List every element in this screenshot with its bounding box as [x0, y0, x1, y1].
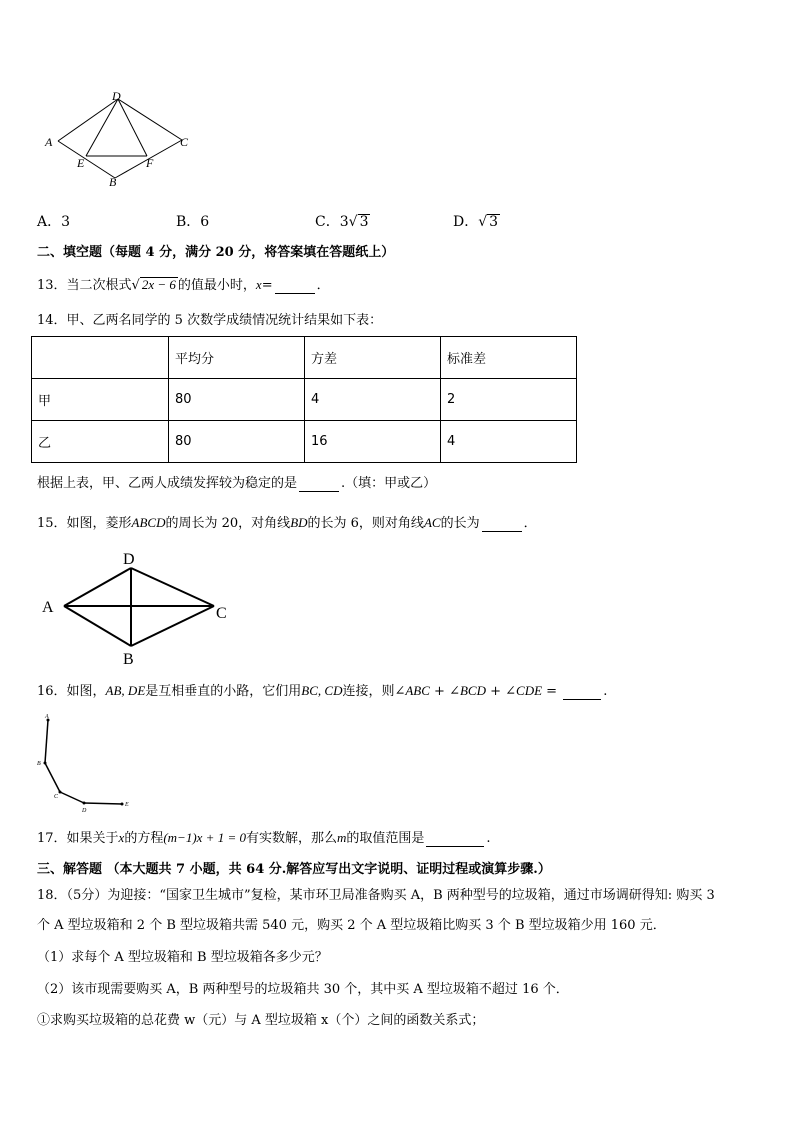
answer-blank[interactable]	[426, 832, 484, 847]
question-13: 13．当二次根式√ 2x − 6 的值最小时，x= ．	[37, 277, 330, 293]
label-d: D	[112, 89, 121, 103]
question-18-part2-item1: ①求购买垃圾箱的总花费 w（元）与 A 型垃圾箱 x（个）之间的函数关系式；	[37, 1013, 485, 1028]
question-18-part1: （1）求每个 A 型垃圾箱和 B 型垃圾箱各多少元？	[37, 950, 328, 965]
question-18-part2: （2）该市现需要购买 A，B 两种型号的垃圾箱共 30 个，其中买 A 型垃圾箱不超过 16 个．	[37, 982, 569, 997]
stats-table	[31, 336, 577, 463]
label-c: C	[54, 794, 59, 800]
answer-blank[interactable]	[275, 279, 315, 294]
label-c: C	[180, 135, 189, 149]
table-cell: 4	[305, 379, 441, 421]
table-header: 平均分	[169, 337, 305, 379]
label-a: A	[45, 714, 49, 720]
question-18-line2: 个 A 型垃圾箱和 2 个 B 型垃圾箱共需 540 元，购买 2 个 A 型垃圾箱比购买 3 个 B 型垃圾箱少用 160 元．	[37, 918, 666, 933]
question-15: 15．如图，菱形ABCD的周长为 20，对角线BD的长为 6，则对角线AC的长为 ．	[37, 515, 537, 531]
question-16: 16．如图，AB, DE是互相垂直的小路，它们用BC, CD连接，则∠ABC + ∠BCD + ∠CDE = .	[37, 683, 608, 699]
question-14-answer-line: 根据上表，甲、乙两人成绩发挥较为稳定的是 .（填：甲或乙）	[37, 476, 437, 491]
label-d: D	[123, 551, 135, 568]
table-header: 方差	[305, 337, 441, 379]
label-f: F	[146, 156, 154, 170]
label-b: B	[109, 175, 117, 189]
choice-c: C．3√ 3	[315, 214, 369, 230]
answer-blank[interactable]	[563, 685, 601, 700]
choice-b: B．6	[176, 214, 210, 230]
question-18-line1: 18．（5分）为迎接：“国家卫生城市”复检，某市环卫局准备购买 A，B 两种型号的垃圾箱，通过市场调研得知: 购买 3	[37, 888, 715, 903]
label-e: E	[77, 156, 85, 170]
answer-blank[interactable]	[299, 477, 339, 492]
table-cell: 4	[441, 421, 577, 463]
label-b: B	[37, 761, 41, 767]
table-row	[32, 379, 577, 421]
question-14: 14．甲、乙两名同学的 5 次数学成绩情况统计结果如下表：	[37, 313, 383, 328]
q15-figure	[36, 548, 236, 672]
q16-figure	[32, 712, 142, 816]
table-cell: 2	[441, 379, 577, 421]
table-header: 标准差	[441, 337, 577, 379]
table-header	[32, 337, 169, 379]
table-cell: 乙	[32, 421, 169, 463]
label-a: A	[45, 135, 53, 149]
section3-title: 三、解答题 （本大题共 7 小题，共 64 分.解答应写出文字说明、证明过程或演算步骤.）	[37, 862, 551, 877]
section2-title: 二、填空题（每题 4 分，满分 20 分，将答案填在答题纸上）	[37, 245, 395, 260]
table-cell: 80	[169, 379, 305, 421]
table-cell: 16	[305, 421, 441, 463]
answer-blank[interactable]	[482, 517, 522, 532]
label-c: C	[216, 605, 227, 622]
choice-d: D．√ 3	[453, 214, 499, 230]
q12-figure	[40, 86, 200, 191]
table-cell: 甲	[32, 379, 169, 421]
label-b: B	[123, 651, 134, 668]
table-header-row	[32, 337, 577, 379]
table-cell: 80	[169, 421, 305, 463]
table-row	[32, 421, 577, 463]
label-d: D	[82, 808, 87, 814]
label-a: A	[42, 599, 54, 616]
choice-a: A．3	[37, 214, 71, 230]
label-e: E	[125, 802, 129, 808]
question-17: 17．如果关于x的方程(m−1)x + 1 = 0有实数解，那么m的取值范围是 .	[37, 830, 491, 846]
